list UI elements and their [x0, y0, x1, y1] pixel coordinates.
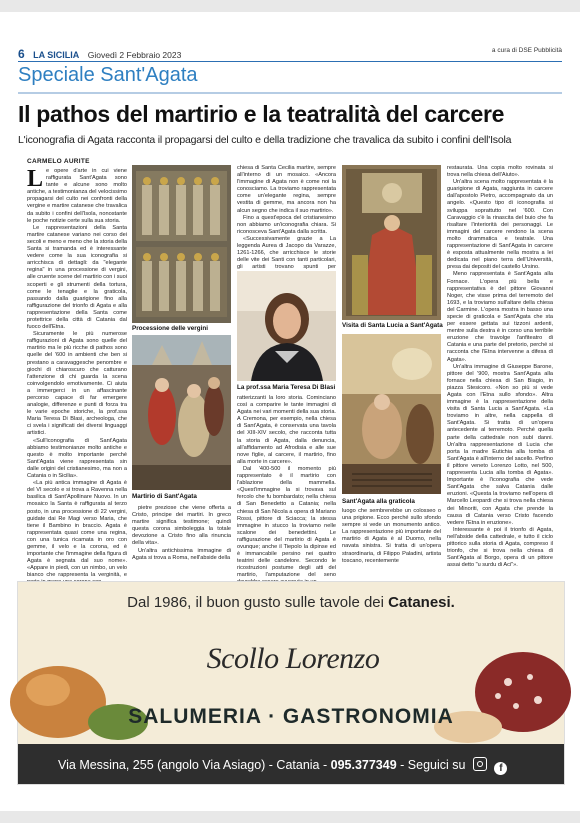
- paragraph: «Sull'iconografia di Sant'Agata abbiamo testimonianze molto antiche e questo è molto importante perché Sant'Agata viene rappresentata sin dalle origini del cristianesimo, ma non a Catania o in Sicilia».: [27, 437, 127, 480]
- paragraph: Fino a quest'epoca del cristianesimo non abbiamo un'iconografia chiara. Si riconosceva Sant'Agata dalla scritta.: [237, 214, 336, 235]
- painting-image: [342, 334, 441, 494]
- caption-photo-2: Martirio di Sant'Agata: [132, 493, 197, 500]
- caption-photo-5: Sant'Agata alla graticola: [342, 498, 415, 505]
- paragraph: e opere d'arte in cui viene raffigurata Sant'Agata sono tante e alcune sono molto antiche, a testimonianza del velocissimo propagarsi del culto nei confronti della vergine e martire catanese che travalica da subito i confini dell'Isola, nonostante le poche notizie certe sulla sua storia.: [27, 168, 127, 224]
- photo-processione-vergini: [132, 165, 231, 323]
- paragraph: Le rappresentazioni della Santa martire catanese variano nei corso dei secoli e meno e meno che la storia della Santa si tramanda ed è interessante vedere come la sua iconografia si arricchisca di dettagli: da "elegante regina" in una processione di vergini, alle cruente scene del martirio con i suoi scoperti e gli strumenti della tortura, come le tenaglie e la graticola, passando dalla guarigione fino alla raffigurazione del trionfo di Agata e alla rappresentazione della Santa come protettrice della città di Catania dal fuoco dell'Etna.: [27, 224, 127, 331]
- paragraph: Meno rappresentata è Sant'Agata alla Fornace. L'opera più bella e rappresentativa è del pittore Giovanni Noger, che visse prima del terremoto del 1693, e la troviamo sull'altare della chiesa del Carmine. L'opera mostra in basso una specie di graticola e Sant'Agata che sta per essere gettata sui tizzoni ardenti, mentre sulla destra è in corso una terribile eruzione che travolge l'anfiteatro di Catania e una parte del pretorio, perché si racconta che l'Etna intervenne a difesa di Agata».: [447, 271, 553, 363]
- paragraph: «Successivamente grazie a La leggenda Aurea di Jacopo da Varazze, 1261-1266, che arricchisce le storie delle vite dei Santi con tanti particolari, gli artisti trovano spunti per: [237, 235, 336, 271]
- ad-contact-bar: [18, 744, 564, 784]
- bottom-scan-margin: [0, 811, 580, 823]
- ad-address: Via Messina, 255 (angolo Via Asiago) - Catania -: [58, 758, 328, 772]
- paragraph: restaurata. Una copia molto rovinata si trova nella chiesa dell'Aiuto».: [447, 165, 553, 179]
- instagram-icon: [473, 757, 487, 771]
- ad-tagline: [18, 594, 564, 611]
- article-column-4: [342, 508, 441, 567]
- section-rule: [18, 92, 562, 94]
- paragraph: Dal '400-500 il momento più rappresentato è il martirio con l'ablazione della mammella. «Quest'immagine la si trovava sul fercolo che fu bombardato; nella chiesa di San Benedetto a Catania; nella chiesa di San Nicola a opera di Mariano Rossi, pittore di Sciacca; la stessa immagine in stucco la troviamo nelle scalone dei benedettini. Le raffigurazione del martirio di Agata è ovunque; anche il Tiepolo la dipinse ed è immancabile persino nei quattro teatrini delle candelore. Secondo le ricostruzioni postume degli atti del martirio, l'amputazione del seno: [237, 465, 336, 579]
- ad-social-label: - Seguici su: [400, 758, 466, 772]
- photo-sant-agata-graticola: [342, 334, 441, 494]
- photo-martirio-sant-agata: [132, 335, 231, 490]
- ad-contact-text: [58, 757, 507, 775]
- caption-photo-4: Visita di Santa Lucia a Sant'Agata: [342, 322, 443, 329]
- caption-photo-1: Processione delle vergini: [132, 325, 208, 332]
- advertisement-scollo-lorenzo: [17, 581, 565, 785]
- caption-photo-3: La prof.ssa Maria Teresa Di Blasi: [237, 384, 336, 391]
- ad-phone: 095.377349: [330, 758, 397, 772]
- paragraph: pietre preziose che viene offerta a Cristo, principe dei martiri. In greco martire significa testimone; quindi questa corona simboleggia la totale devozione a Cristo fino alla rinuncia della vita».: [132, 505, 231, 547]
- paragraph: Un'altra scena molto rappresentata è la guarigione di Agata, raggiunta in carcere dall'apostolo Pietro, accompagnato da un angelo. «Questo tipo di iconografia si sviluppa soprattutto nel '600. Con Caravaggio c'è la rinascita del buio che fa risaltare l'interiorità dei personaggi. Le immagini del carcere rendono la scena molto drammatica e teatrale. Una rappresentazione di Sant'Agata in carcere è esposta attualmente nella mostra a lei dedicata nel piano terra dell'Università, presa dai depositi del castello Ursino.: [447, 179, 553, 271]
- painting-image: [342, 165, 441, 320]
- page-number: 6: [18, 47, 25, 61]
- advertising-credit: a cura di DSE Pubblicità: [491, 47, 562, 54]
- issue-date: Giovedì 2 Febbraio 2023: [87, 50, 182, 60]
- paragraph: ratterizzanti la loro storia. Cominciano così a comparire le tante immagini di Agata nei vari momenti della sua storia. A Cremona, per esempio, nella chiesa di Sant'Agata, è conservata una tavola del XIII-XIV secolo, che racconta tutta la storia di Agata, dalla denuncia, all'affidamento ad Afrodisia e alle sue nove figlie, al carcere, il martirio, fino alla morte in carcere».: [237, 395, 336, 465]
- photo-visita-santa-lucia: [342, 165, 441, 320]
- article-column-3-top: [237, 165, 336, 269]
- paragraph: luogo che sembrerebbe un colosseo o una prigione. Ecco perché sullo sfondo sempre si vede un monumento antico. La rappresentazione più importante del martirio di Agata è al Duomo, nella navata sinistra. Si tratta di un'opera straordinaria, di Filippo Paladini, artista toscano, recentemente: [342, 508, 441, 564]
- newspaper-name: LA SICILIA: [33, 50, 80, 60]
- article-byline: CARMELO AURITE: [27, 158, 90, 165]
- article-column-3-bottom: [237, 395, 336, 579]
- ad-business-type: SALUMERIA · GASTRONOMIA: [128, 705, 454, 728]
- paragraph: Un'altra antichissima immagine di Agata si trova a Roma, nell'abside della: [132, 547, 231, 561]
- ad-brand-logo: Scollo Lorenzo: [206, 642, 380, 675]
- mosaic-image: [132, 165, 231, 323]
- ad-tagline-bold: Catanesi.: [388, 594, 455, 611]
- paragraph: Sicuramente le più numerose raffigurazioni di Agata sono quelle del martirio ma le più ricche di pathos sono quelle del '600 in ambienti che ben si prestano a caravaggesche penombre e giochi di chiaroscuro che catturano l'attenzione di chi guarda la scena coinvolgendolo emotivamente. Ci aiuta a immergerci in un affascinante percorso capace di far emergere analogie, differenze e punti di forza tra le varie epoche storiche, la prof.ssa Maria Teresa Di Blasi, archeologa, che ci svela i significati dei diversi linguaggi artistici.: [27, 331, 127, 437]
- article-column-5: [447, 165, 553, 567]
- paragraph: «La più antica immagine di Agata è del VI secolo e si trova a Ravenna nella basilica di Sant'Apollinare Nuovo. In un mosaico la Santa è raffigurata al terzo posto, in una processione di 22 vergini, guidate dai Re Magi verso Maria, che tiene il Bambino in braccio. Agata è rappresentata quasi come una regina, con una tunica ricamata in oro con gemme, il velo e la corona, ed è importante che l'immagine della figura di Agata è segnata dal suo nome». «Appare in piedi, con un nimbo, un velo bianco che rappresenta la verginità, e: [27, 480, 127, 579]
- drop-cap: L: [27, 166, 44, 192]
- article-column-1: [27, 166, 127, 579]
- paragraph: chiesa di Santa Cecilia martire, sempre all'interno di un mosaico. «Ancora l'immagine di Agata non è come noi la conosciamo. La troviamo rappresentata come un'elegante regina, sempre vestita di gemme, ma ancora non ha alcun segno che indica il suo martirio».: [237, 165, 336, 214]
- paragraph: Un'altra immagine di Giuseppe Barone, pittore del '900, mostra Sant'Agata alla fornace nella chiesa di San Biagio, in piazza Stesicoro. «Non so più si vede Agata con l'Etna sullo sfondo». Altra immagine è la rappresentazione della visita di Santa Lucia a Sant'Agata. «La troviamo in altre, nella cappella di Sant'Agata. Si tratta di un'opera antecedente al terremoto. Perché quella parte della cattedrale non subì danni. Un'altra rappresentazione di Lucia che porta la madre Eutichia alla tomba di Sant'Agata è all'interno del sacello. Perfino il pittore veneto Lorenzo Lotto, nel 500, rappresenta Lucia alla tomba di Agata». Importante è l'iconografia che vede Sant'Agata che salva Catania dalle eruzioni. «Questa la troviamo nell'opera di Marcello Leopardi che si trova nella chiesa dei Minoriti, con Agata che prende la causa di Catania verso Cristo facendo vedere l'Etna in eruzione».: [447, 363, 553, 526]
- section-title: Speciale Sant'Agata: [18, 64, 198, 86]
- header-rule: [18, 61, 562, 62]
- facebook-icon: f: [494, 762, 507, 775]
- paragraph: Interessante è poi il trionfo di Agata, nell'abside della cattedrale, e tutto il ciclo pittorico sulla storia di Agata, compreso il trionfo, che si trova nella chiesa di Sant'Agata al Borgo, opera di un pittore assai detto "u surdu di Aci"».: [447, 526, 553, 569]
- article-column-2: [132, 505, 231, 567]
- top-scan-margin: [0, 0, 580, 12]
- portrait-image: [237, 271, 336, 381]
- page-header: [18, 45, 562, 59]
- painting-image: [132, 335, 231, 490]
- photo-maria-teresa-di-blasi: [237, 271, 336, 381]
- article-headline: Il pathos del martirio e la teatralità del carcere: [18, 101, 505, 127]
- ad-tagline-text: Dal 1986, il buon gusto sulle tavole dei: [127, 594, 384, 611]
- article-subhead: L'iconografia di Agata racconta il propagarsi del culto e della tradizione che travalica da subito i confini dell'Isola: [18, 134, 512, 146]
